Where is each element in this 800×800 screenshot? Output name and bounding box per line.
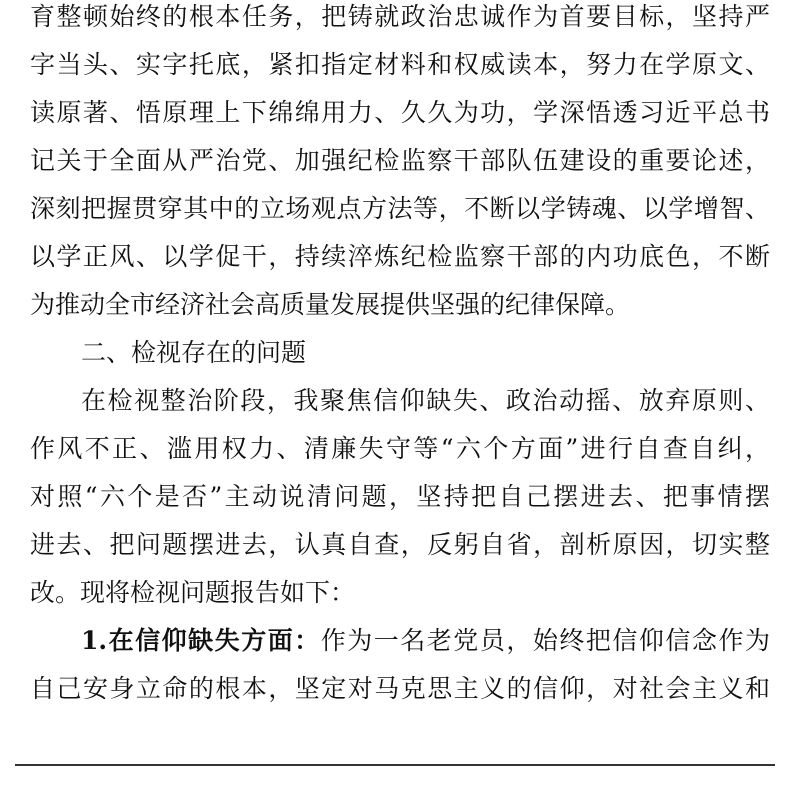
text-line: 字当头、实字托底，紧扣指定材料和权威读本，努力在学原文、	[30, 50, 770, 79]
text-line: 读原著、悟原理上下绵绵用力、久久为功，学深悟透习近平总书	[30, 98, 770, 127]
text-line: 作风不正、滥用权力、清廉失守等“六个方面”进行自查自纠，	[30, 434, 770, 463]
text-line: 以学正风、以学促干，持续淬炼纪检监察干部的内功底色，不断	[30, 242, 770, 271]
text-line: 自己安身立命的根本，坚定对马克思主义的信仰，对社会主义和	[30, 674, 770, 703]
text-line: 进去、把问题摆进去，认真自查，反躬自省，剖析原因，切实整	[30, 530, 770, 559]
text-line: 为推动全市经济社会高质量发展提供坚强的纪律保障。	[30, 290, 631, 319]
section-heading: 二、检视存在的问题	[81, 338, 307, 367]
item-1-label: 1.在信仰缺失方面：	[81, 626, 321, 655]
text-line: 记关于全面从严治党、加强纪检监察干部队伍建设的重要论述，	[30, 146, 770, 175]
text-line: 育整顿始终的根本任务，把铸就政治忠诚作为首要目标，坚持严	[30, 2, 770, 31]
footer-divider	[15, 764, 775, 766]
item-1-text: 作为一名老党员，始终把信仰信念作为	[320, 626, 770, 655]
text-line: 在检视整治阶段，我聚焦信仰缺失、政治动摇、放弃原则、	[81, 386, 770, 415]
item-1-line	[81, 624, 770, 658]
text-line: 改。现将检视问题报告如下：	[30, 578, 356, 607]
text-line: 深刻把握贯穿其中的立场观点方法等，不断以学铸魂、以学增智、	[30, 194, 770, 223]
text-line: 对照“六个是否”主动说清问题，坚持把自己摆进去、把事情摆	[30, 482, 770, 511]
